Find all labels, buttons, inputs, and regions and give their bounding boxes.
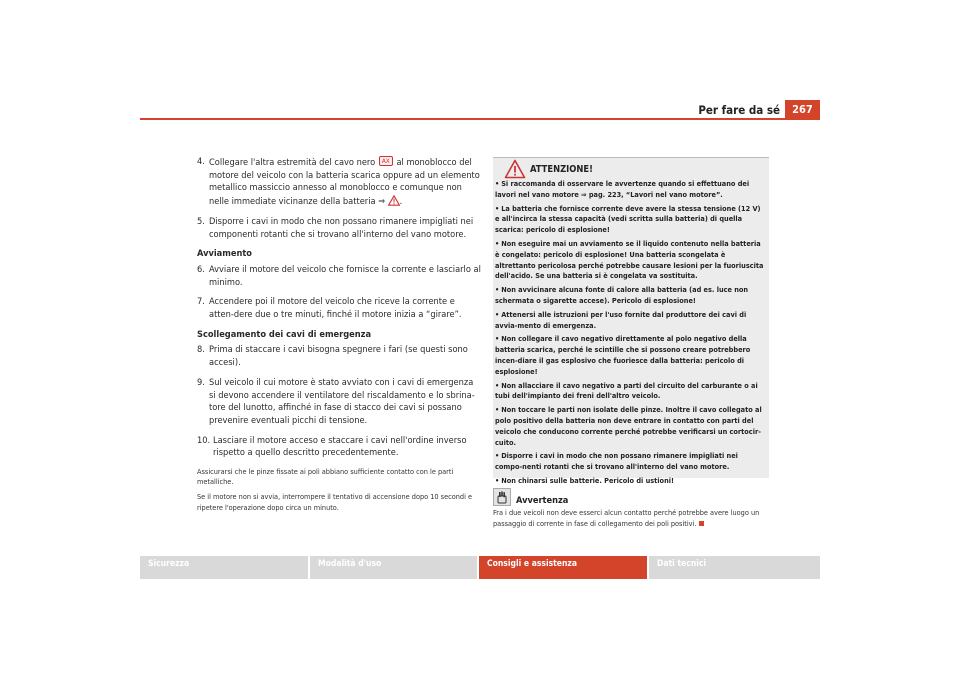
warning-item-text: Non toccare le parti non isolate delle pinze. Inoltre il cavo collegato al polo positivo della batteria non deve entrare in contatto con parti del veicolo che conducono corrente perché potrebbe verificarsi un cortocir-cuito.: [495, 405, 762, 447]
step-item: [197, 216, 482, 241]
hint-text: [493, 508, 773, 529]
warning-item: [495, 334, 767, 377]
footer-tab-dati-tecnici[interactable]: Dati tecnici: [649, 556, 820, 579]
note-text: Assicurarsi che le pinze fissate ai poli abbiano sufficiente contatto con le parti metalliche.: [197, 467, 454, 487]
bullet-icon: •: [495, 285, 500, 295]
warning-item-text: La batteria che fornisce corrente deve avere la stessa tensione (12 V) e all'incirca la stessa capacità (vedi scritta sulla batteria) di quella scarica: pericolo di esplosione!: [495, 203, 761, 235]
step-text-part: al monoblocco del motore del veicolo con la batteria scarica oppure ad un elemento metallico massiccio annesso al monoblocco e comunque non nelle immediate vicinanze della batteria: [209, 157, 480, 208]
warning-triangle-icon: [504, 159, 526, 179]
step-number: 10.: [197, 434, 211, 446]
page-number: 267: [785, 100, 820, 118]
ax-badge-icon[interactable]: AX: [379, 156, 393, 166]
step-number: 6.: [197, 263, 205, 275]
page-header-title: Per fare da sé: [698, 103, 780, 117]
step-item: [197, 377, 482, 428]
step-item: [197, 264, 482, 289]
warning-item-text: Si raccomanda di osservare le avvertenze quando si effettuano dei lavori nel vano motore ⇒ pag. 223, “Lavori nel vano motore”.: [495, 179, 750, 199]
warning-title: ATTENZIONE!: [530, 164, 593, 175]
warning-item-text: Attenersi alle istruzioni per l'uso fornite dal produttore dei cavi di avvia-mento di emergenza.: [495, 309, 747, 330]
bullet-icon: •: [495, 179, 500, 188]
arrow-right-icon: ⇒: [378, 197, 385, 208]
bullet-icon: •: [495, 238, 500, 248]
warning-item-text: Disporre i cavi in modo che non possano rimanere impigliati nei compo-nenti rotanti che si trovano all'interno del vano motore.: [495, 451, 738, 472]
header-divider: [140, 118, 820, 120]
warning-item-text: Non avvicinare alcuna fonte di calore alla batteria (ad es. luce non schermata o sigarette accese). Pericolo di esplosione!: [495, 285, 749, 305]
section-end-marker: [699, 521, 704, 526]
warning-item-text: Non collegare il cavo negativo direttamente al polo negativo della batteria scarica, perché le scintille che si possono creare potrebbero incen-diare il gas esplosivo che fuoriesce dalla batteria: pericolo di esplosione!: [495, 334, 751, 376]
step-number: 5.: [197, 215, 205, 227]
warning-item: [495, 179, 767, 201]
bullet-icon: •: [495, 380, 500, 390]
step-text: Lasciare il motore acceso e staccare i cavi nell'ordine inverso rispetto a quello descritto precedentemente.: [213, 434, 467, 459]
section-heading-avviamento: Avviamento: [197, 248, 252, 260]
step-text: Disporre i cavi in modo che non possano rimanere impigliati nei componenti rotanti che si trovano all'interno del vano motore.: [209, 215, 474, 240]
step-text: Sul veicolo il cui motore è stato avviato con i cavi di emergenza si devono accendere il ventilatore del riscaldamento e lo sbrina-tore del lunotto, affinché in fase di stacco dei cavi si possano prevenire eventuali picchi di tensione.: [209, 376, 475, 426]
section-heading-scollegamento: Scollegamento dei cavi di emergenza: [197, 328, 372, 340]
step-text-part: .: [399, 196, 403, 208]
step-text: [209, 156, 482, 209]
warning-item-text: Non chinarsi sulle batterie. Pericolo di ustioni!: [501, 475, 674, 485]
step-item: [197, 296, 482, 321]
step-item: [197, 435, 482, 460]
bullet-icon: •: [495, 475, 500, 485]
instructions-column: [197, 156, 482, 513]
warning-item: [495, 405, 767, 448]
step-number: 4.: [197, 156, 205, 167]
step-number: 9.: [197, 376, 205, 388]
bullet-icon: •: [495, 203, 500, 213]
step-number: 7.: [197, 296, 205, 308]
bullet-icon: •: [495, 451, 500, 461]
step-text: Prima di staccare i cavi bisogna spegnere i fari (se questi sono accesi).: [209, 344, 468, 369]
warning-item: [495, 204, 767, 236]
note-hand-icon: [493, 488, 511, 506]
step-text: Accendere poi il motore del veicolo che riceve la corrente e atten-dere due o tre minuti, finché il motore inizia a “girare”.: [209, 296, 462, 321]
warning-item-text: Non allacciare il cavo negativo a parti del circuito del carburante o ai tubi dell'impianto dei freni dell'altro veicolo.: [495, 380, 758, 401]
footer-tab-modalita-uso[interactable]: Modalità d'uso: [310, 556, 477, 579]
step-item: [197, 156, 482, 209]
warning-triangle-icon[interactable]: [388, 195, 400, 206]
warning-item-text: Non eseguire mai un avviamento se il liquido contenuto nella batteria è congelato: pericolo di esplosione! Una batteria scongelata è altrettanto pericolosa perché potrebbe causare lesioni per la fuoriuscita dell'acido. Se una batteria si è congelata va sostituita.: [495, 238, 764, 281]
bullet-icon: •: [495, 309, 500, 319]
step-text-part: Collegare l'altra estremità del cavo nero: [209, 157, 376, 168]
warning-item: [495, 476, 767, 487]
warning-top-rule: [493, 157, 769, 158]
warning-item: [495, 451, 767, 473]
warning-box: [493, 157, 769, 485]
step-item: [197, 344, 482, 369]
step-text: Avviare il motore del veicolo che fornisce la corrente e lasciarlo al minimo.: [209, 263, 481, 288]
bullet-icon: •: [495, 405, 500, 415]
step-number: 8.: [197, 344, 205, 356]
hint-text-content: Fra i due veicoli non deve esserci alcun contatto perché potrebbe avere luogo un passaggio di corrente in fase di collegamento dei poli positivi.: [493, 508, 760, 528]
bullet-icon: •: [495, 334, 500, 344]
warning-item: [495, 381, 767, 403]
footer-tab-consigli-assistenza[interactable]: Consigli e assistenza: [479, 556, 647, 579]
warning-item: [495, 310, 767, 332]
note-text: Se il motore non si avvia, interrompere il tentativo di accensione dopo 10 secondi e ripetere l'operazione dopo circa un minuto.: [197, 492, 473, 512]
footer-tab-sicurezza[interactable]: Sicurezza: [140, 556, 308, 579]
warning-item: [495, 285, 767, 307]
warning-item: [495, 239, 767, 282]
hint-title: Avvertenza: [516, 495, 569, 506]
